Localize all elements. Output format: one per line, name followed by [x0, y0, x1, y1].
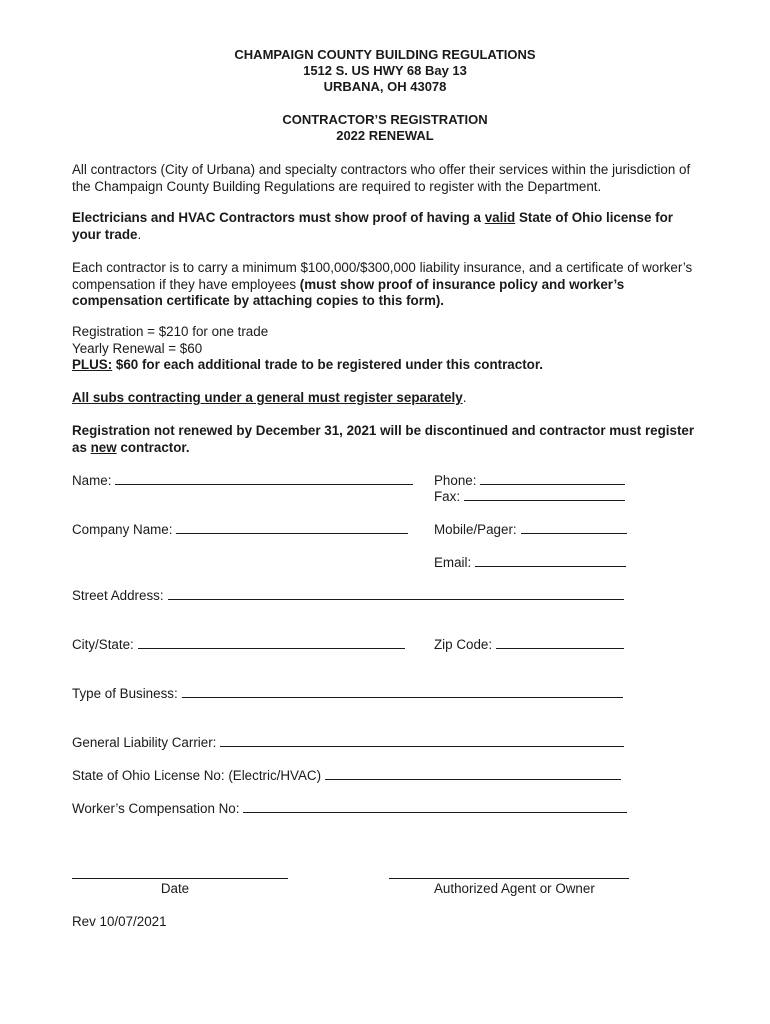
liability-label: General Liability Carrier:: [72, 735, 217, 750]
workers-comp-label: Worker’s Compensation No:: [72, 801, 240, 816]
zip-code-field[interactable]: [496, 636, 624, 649]
fee-registration: Registration = $210 for one trade: [72, 324, 269, 339]
subs-notice: [72, 390, 702, 407]
ohio-license-row: [72, 767, 621, 784]
agent-signature-line[interactable]: [389, 877, 629, 879]
insurance-requirement: (must show proof of insurance policy and worker’s compensation certificate by attaching copies to this form).: [72, 276, 625, 308]
city-label: City/State:: [72, 637, 134, 652]
company-name-field[interactable]: [176, 521, 408, 534]
workers-comp-field[interactable]: [243, 800, 627, 813]
workers-comp-row: [72, 800, 627, 817]
header-street: 1512 S. US HWY 68 Bay 13: [303, 63, 467, 78]
zip-row: [434, 636, 624, 653]
city-row: [72, 636, 405, 653]
fee-plus-label: PLUS:: [72, 357, 113, 372]
type-of-business-field[interactable]: [182, 685, 623, 698]
ohio-license-field[interactable]: [325, 767, 621, 780]
street-label: Street Address:: [72, 588, 164, 603]
mobile-label: Mobile/Pager:: [434, 522, 517, 537]
company-row: [72, 521, 408, 538]
ohio-license-label: State of Ohio License No: (Electric/HVAC): [72, 768, 322, 783]
name-field[interactable]: [115, 472, 413, 485]
mobile-pager-field[interactable]: [521, 521, 627, 534]
phone-row: [434, 472, 625, 489]
email-row: [434, 554, 626, 571]
deadline-text-pre: Registration not renewed by December 31, 2021 will be discontinued and contractor must register as: [72, 423, 695, 455]
date-signature-line[interactable]: [72, 877, 288, 879]
subs-text: All subs contracting under a general must register separately: [72, 390, 463, 405]
insurance-text: Each contractor is to carry a minimum $100,000/$300,000 liability insurance, and a certificate of worker’s compensation if they have employees: [72, 260, 693, 292]
name-label: Name:: [72, 473, 112, 488]
header-office-name: CHAMPAIGN COUNTY BUILDING REGULATIONS: [234, 47, 536, 62]
company-label: Company Name:: [72, 522, 173, 537]
fax-field[interactable]: [464, 488, 625, 501]
name-row: [72, 472, 413, 489]
intro-paragraph: All contractors (City of Urbana) and specialty contractors who offer their services within the jurisdiction of the Champaign County Building Regulations are required to register with the Department.: [72, 162, 691, 194]
license-period: .: [137, 226, 142, 242]
street-address-field[interactable]: [168, 587, 624, 600]
liability-carrier-field[interactable]: [220, 734, 624, 747]
license-text-post: State of Ohio license for your trade: [72, 210, 673, 242]
mobile-row: [434, 521, 627, 538]
revision-date: Rev 10/07/2021: [72, 914, 167, 929]
street-row: [72, 587, 624, 604]
date-label: Date: [160, 881, 190, 896]
email-field[interactable]: [475, 554, 626, 567]
fee-additional: [72, 357, 702, 374]
city-state-field[interactable]: [138, 636, 405, 649]
license-paragraph: [72, 210, 702, 243]
form-subtitle: 2022 RENEWAL: [336, 128, 434, 143]
liability-row: [72, 734, 624, 751]
deadline-notice: [72, 423, 702, 456]
deadline-new: new: [90, 439, 117, 455]
fee-plus-text: $60 for each additional trade to be registered under this contractor.: [112, 357, 544, 372]
business-label: Type of Business:: [72, 686, 178, 701]
email-label: Email:: [434, 555, 472, 570]
zip-label: Zip Code:: [434, 637, 493, 652]
fax-label: Fax:: [434, 489, 461, 504]
phone-label: Phone:: [434, 473, 477, 488]
form-title: CONTRACTOR’S REGISTRATION: [282, 112, 488, 127]
phone-field[interactable]: [480, 472, 625, 485]
fax-row: [434, 488, 625, 505]
license-text-pre: Electricians and HVAC Contractors must show proof of having a: [72, 210, 485, 225]
fee-renewal: Yearly Renewal = $60: [72, 341, 203, 356]
insurance-paragraph: [72, 260, 702, 310]
agent-label: Authorized Agent or Owner: [434, 881, 595, 896]
license-valid: valid: [484, 210, 516, 225]
subs-period: .: [462, 390, 467, 405]
deadline-text-post: contractor.: [116, 439, 190, 455]
business-row: [72, 685, 623, 702]
header-city: URBANA, OH 43078: [323, 79, 447, 94]
